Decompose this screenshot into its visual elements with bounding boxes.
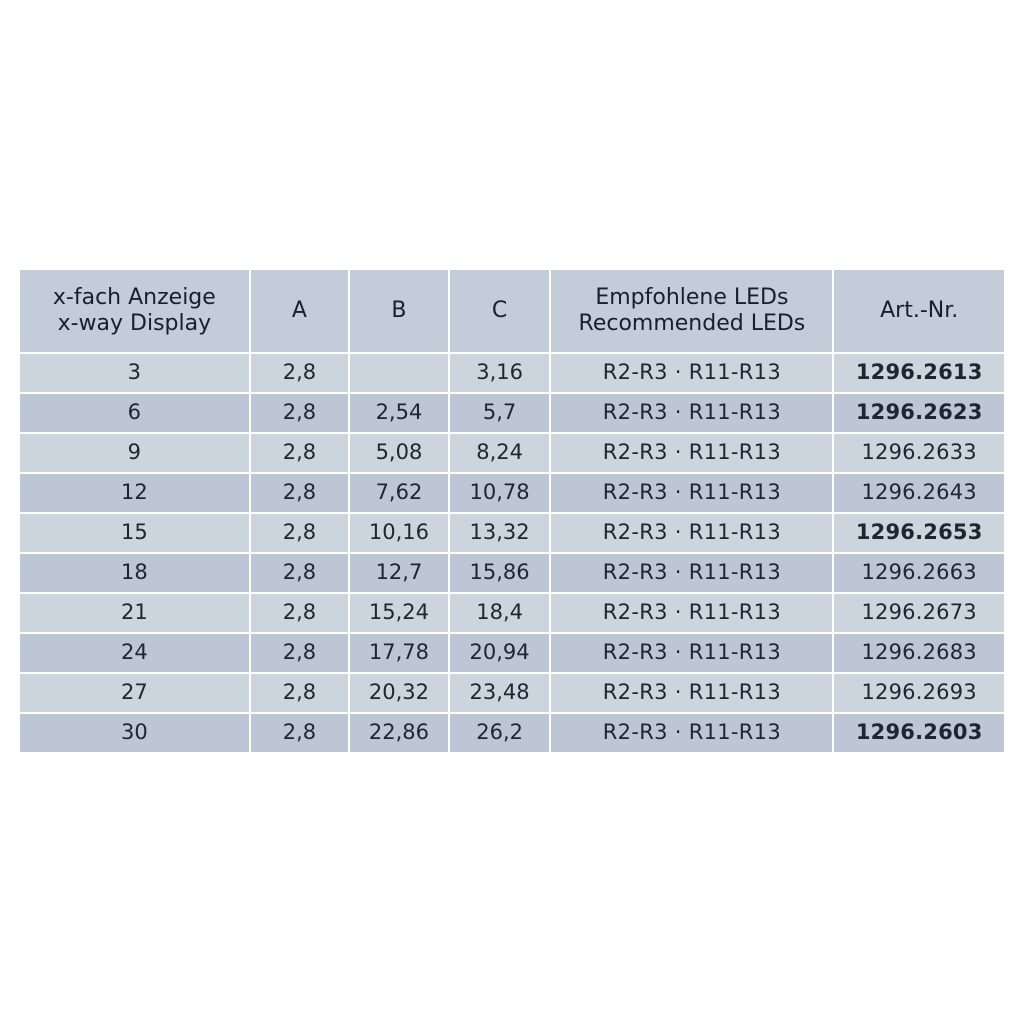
cell-article-number: 1296.2653 — [834, 514, 1004, 552]
cell-a: 2,8 — [251, 554, 348, 592]
cell-b: 12,7 — [350, 554, 448, 592]
cell-c: 23,48 — [450, 674, 550, 712]
cell-ways: 30 — [20, 714, 249, 752]
cell-c: 13,32 — [450, 514, 550, 552]
cell-leds: R2-R3 · R11-R13 — [551, 554, 832, 592]
column-header-leds-de: Empfohlene LEDs — [595, 284, 789, 310]
cell-b — [350, 354, 448, 392]
cell-a: 2,8 — [251, 714, 348, 752]
cell-ways: 21 — [20, 594, 249, 632]
column-header-ways — [20, 270, 249, 352]
cell-a: 2,8 — [251, 674, 348, 712]
column-header-ways-en: x-way Display — [57, 311, 212, 336]
cell-ways: 9 — [20, 434, 249, 472]
cell-b: 15,24 — [350, 594, 448, 632]
cell-b: 2,54 — [350, 394, 448, 432]
cell-leds: R2-R3 · R11-R13 — [551, 514, 832, 552]
cell-ways: 3 — [20, 354, 249, 392]
cell-leds: R2-R3 · R11-R13 — [551, 474, 832, 512]
cell-article-number: 1296.2623 — [834, 394, 1004, 432]
table-row — [20, 634, 1004, 672]
cell-leds: R2-R3 · R11-R13 — [551, 394, 832, 432]
column-header-leds — [551, 270, 832, 352]
cell-c: 8,24 — [450, 434, 550, 472]
cell-b: 20,32 — [350, 674, 448, 712]
table-row — [20, 554, 1004, 592]
cell-leds: R2-R3 · R11-R13 — [551, 674, 832, 712]
cell-article-number: 1296.2643 — [834, 474, 1004, 512]
cell-a: 2,8 — [251, 434, 348, 472]
cell-article-number: 1296.2633 — [834, 434, 1004, 472]
table-row — [20, 434, 1004, 472]
cell-c: 5,7 — [450, 394, 550, 432]
cell-b: 10,16 — [350, 514, 448, 552]
cell-article-number: 1296.2683 — [834, 634, 1004, 672]
cell-leds: R2-R3 · R11-R13 — [551, 594, 832, 632]
table-row — [20, 594, 1004, 632]
table-row — [20, 514, 1004, 552]
table-row — [20, 674, 1004, 712]
cell-article-number: 1296.2693 — [834, 674, 1004, 712]
cell-c: 15,86 — [450, 554, 550, 592]
table-header — [20, 270, 1004, 352]
cell-c: 18,4 — [450, 594, 550, 632]
cell-b: 22,86 — [350, 714, 448, 752]
cell-c: 26,2 — [450, 714, 550, 752]
column-header-ways-de: x-fach Anzeige — [52, 284, 216, 310]
cell-ways: 15 — [20, 514, 249, 552]
column-header-a: A — [251, 270, 348, 352]
cell-article-number: 1296.2673 — [834, 594, 1004, 632]
cell-a: 2,8 — [251, 634, 348, 672]
cell-ways: 12 — [20, 474, 249, 512]
cell-leds: R2-R3 · R11-R13 — [551, 634, 832, 672]
cell-ways: 24 — [20, 634, 249, 672]
column-header-b: B — [350, 270, 448, 352]
cell-a: 2,8 — [251, 354, 348, 392]
cell-article-number: 1296.2603 — [834, 714, 1004, 752]
table-body — [20, 354, 1004, 752]
column-header-article-number: Art.-Nr. — [834, 270, 1004, 352]
cell-b: 5,08 — [350, 434, 448, 472]
cell-a: 2,8 — [251, 394, 348, 432]
cell-c: 3,16 — [450, 354, 550, 392]
cell-leds: R2-R3 · R11-R13 — [551, 434, 832, 472]
cell-b: 7,62 — [350, 474, 448, 512]
table-row — [20, 474, 1004, 512]
cell-ways: 6 — [20, 394, 249, 432]
cell-a: 2,8 — [251, 594, 348, 632]
column-header-leds-en: Recommended LEDs — [578, 311, 806, 336]
cell-a: 2,8 — [251, 474, 348, 512]
cell-c: 20,94 — [450, 634, 550, 672]
cell-article-number: 1296.2613 — [834, 354, 1004, 392]
cell-b: 17,78 — [350, 634, 448, 672]
cell-leds: R2-R3 · R11-R13 — [551, 714, 832, 752]
cell-ways: 18 — [20, 554, 249, 592]
cell-ways: 27 — [20, 674, 249, 712]
column-header-c: C — [450, 270, 550, 352]
table-row — [20, 714, 1004, 752]
cell-a: 2,8 — [251, 514, 348, 552]
cell-c: 10,78 — [450, 474, 550, 512]
table-header-row — [20, 270, 1004, 352]
cell-article-number: 1296.2663 — [834, 554, 1004, 592]
table-row — [20, 394, 1004, 432]
specification-table — [18, 268, 1006, 754]
table-row — [20, 354, 1004, 392]
cell-leds: R2-R3 · R11-R13 — [551, 354, 832, 392]
